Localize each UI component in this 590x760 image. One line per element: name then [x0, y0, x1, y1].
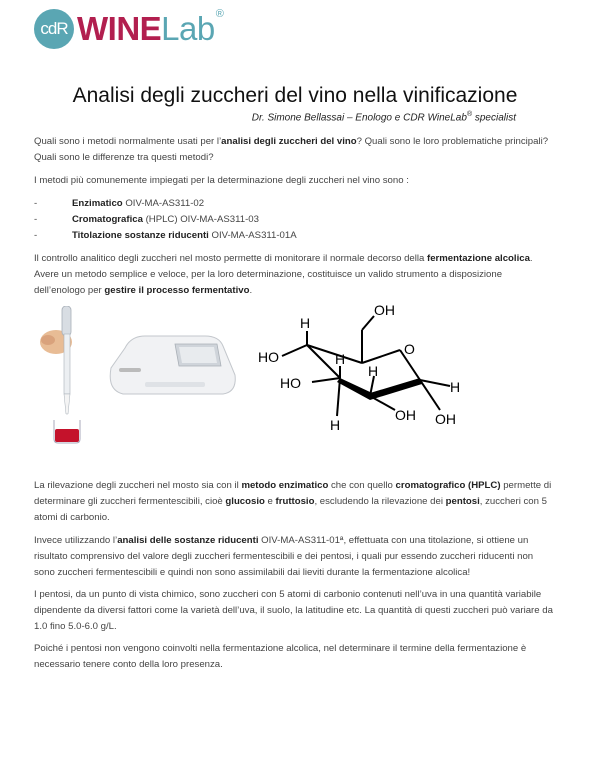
page-title: Analisi degli zuccheri del vino nella vinificazione: [72, 84, 518, 107]
final-paragraph: Poiché i pentosi non vengono coinvolti nella fermentazione alcolica, nel determinare il termine della fermentazione è necessario tenere conto della loro presenza.: [34, 643, 527, 670]
logo-circle-icon: cdR: [34, 9, 74, 49]
ring-o-label: O: [404, 341, 415, 357]
list-item: - Enzimatico OIV-MA-AS311-02: [34, 198, 205, 209]
logo: [34, 9, 224, 49]
logo-registered: ®: [215, 8, 224, 20]
h-label: H: [368, 363, 379, 379]
control-paragraph: Il controllo analitico degli zuccheri nel mosto permette di monitorare il normale decorso della fermentazione alcolica. Avere un metodo semplice e veloce, per la loro determinazione, costituisce un valido strumento a disposizione dell’enologo per gestire il processo fermentativo.: [34, 253, 533, 296]
ho-label: HO: [280, 375, 301, 391]
oh-label: OH: [395, 407, 416, 423]
glucose-molecule-diagram: [250, 298, 490, 438]
reducing-paragraph: Invece utilizzando l’analisi delle sostanze riducenti OIV-MA-AS311-01ª, effettuata con una titolazione, si ottiene un risultato comprensivo del valore degli zuccheri fermentescibili e dei pentosi, i quali pur essendo zuccheri riducenti non sono zuccheri fermentescibili e quindi non sono assimilabili dai lieviti durante la fermentazione alcolica!: [34, 535, 534, 578]
methods-list: [34, 196, 297, 244]
h-label: H: [300, 315, 311, 331]
pipette-image: [38, 306, 108, 446]
intro-paragraph: Quali sono i metodi normalmente usati per l’analisi degli zuccheri del vino? Quali sono le loro problematiche principali? Quali sono le differenze tra questi metodi?: [34, 136, 549, 163]
h-label: H: [330, 417, 341, 433]
pentosi-paragraph: I pentosi, da un punto di vista chimico, sono zuccheri con 5 atomi di carbonio contenuti nell’uva in una quantità variabile dipendente da diversi fattori come la varietà dell’uva, il suolo, la latitudine etc. La quantità di questi zuccheri può variare da 1.0 fino 5.0-6.0 g/L.: [34, 589, 553, 632]
oh-label: OH: [374, 302, 395, 318]
author-line: Dr. Simone Bellassai – Enologo e CDR WineLab® specialist: [251, 111, 516, 124]
ho-label: HO: [258, 349, 279, 365]
h-label: H: [450, 379, 461, 395]
list-item: - Cromatografica (HPLC) OIV-MA-AS311-03: [34, 214, 259, 225]
logo-wordmark: WINELab: [77, 10, 215, 47]
oh-label: OH: [435, 411, 456, 427]
analyzer-device-image: [105, 330, 240, 400]
detection-paragraph: La rilevazione degli zuccheri nel mosto sia con il metodo enzimatico che con quello cromatografico (HPLC) permette di determinare gli zuccheri fermentescibili, cioè glucosio e fruttosio, escludendo la rilevazione dei pentosi, zuccheri con 5 atomi di carbonio.: [34, 480, 552, 523]
list-item: - Titolazione sostanze riducenti OIV-MA-AS311-01A: [34, 230, 297, 241]
h-label: H: [335, 351, 346, 367]
methods-intro: I metodi più comunemente impiegati per la determinazione degli zuccheri nel vino sono :: [34, 175, 409, 186]
